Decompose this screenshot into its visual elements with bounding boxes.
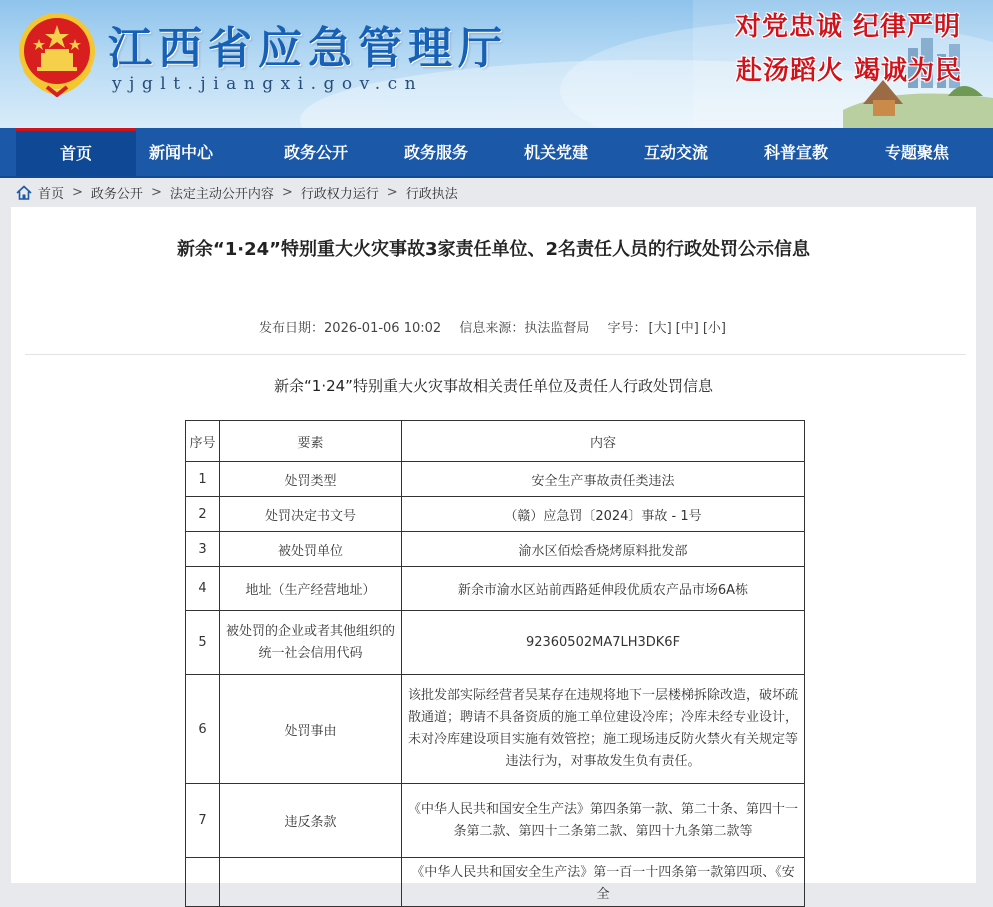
article-title: 新余“1·24”特别重大火灾事故3家责任单位、2名责任人员的行政处罚公示信息 — [176, 239, 811, 260]
font-size-control: 字号： [大] [中] [小] — [607, 321, 726, 336]
row-content: 安全生产事故责任类违法 — [402, 462, 805, 497]
document-heading: 新余“1·24”特别重大火灾事故相关责任单位及责任人行政处罚信息 — [274, 377, 713, 395]
row-no: 6 — [186, 675, 220, 784]
nav-item-special-topics[interactable]: 专题聚焦 — [884, 143, 949, 162]
row-content: 新余市渝水区站前西路延伸段优质农产品市场6A栋 — [402, 567, 805, 611]
nav-item-gov-services[interactable]: 政务服务 — [403, 143, 468, 162]
row-no: 3 — [186, 532, 220, 567]
site-header — [0, 0, 993, 128]
row-no: 7 — [186, 784, 220, 858]
breadcrumb-item-home[interactable]: 首页 — [38, 186, 65, 202]
row-element: 被处罚的企业或者其他组织的统一社会信用代码 — [220, 611, 402, 675]
table-row — [186, 532, 805, 567]
row-element: 处罚类型 — [220, 462, 402, 497]
row-content: 该批发部实际经营者吴某存在违规将地下一层楼梯拆除改造，破坏疏散通道；聘请不具备资质的施工单位建设冷库；冷库未经专业设计，未对冷库建设项目实施有效管控；施工现场违反防火禁火有关规定等违法行为，对事故发生负有责任。 — [402, 675, 805, 784]
chevron-right-icon: > — [281, 184, 293, 200]
row-content: 渝水区佰烩香烧烤原料批发部 — [402, 532, 805, 567]
breadcrumb — [16, 182, 458, 202]
slogan-line-2: 赴汤蹈火 竭诚为民 — [736, 56, 963, 86]
article-meta — [11, 317, 976, 336]
row-no: 4 — [186, 567, 220, 611]
nav-item-home[interactable]: 首页 — [16, 128, 136, 176]
nav-item-party-building[interactable]: 机关党建 — [523, 143, 588, 162]
breadcrumb-item-gov-affairs[interactable]: 政务公开 — [90, 186, 143, 202]
table-row — [186, 611, 805, 675]
table-row — [186, 462, 805, 497]
home-icon[interactable] — [16, 185, 32, 200]
column-header-element: 要素 — [220, 421, 402, 462]
breadcrumb-item-admin-power[interactable]: 行政权力运行 — [300, 186, 379, 202]
breadcrumb-item-admin-enforcement[interactable]: 行政执法 — [405, 186, 458, 202]
column-header-content: 内容 — [402, 421, 805, 462]
row-element: 处罚决定书文号 — [220, 497, 402, 532]
info-source: 信息来源：执法监督局 — [459, 321, 590, 336]
row-element — [220, 858, 402, 907]
row-content: 92360502MA7LH3DK6F — [402, 611, 805, 675]
publish-date: 发布日期：2026-01-06 10:02 — [259, 321, 442, 336]
nav-item-science-education[interactable]: 科普宣教 — [763, 143, 828, 162]
nav-item-news[interactable]: 新闻中心 — [148, 143, 213, 162]
row-no: 5 — [186, 611, 220, 675]
row-no: 2 — [186, 497, 220, 532]
chevron-right-icon: > — [386, 184, 398, 200]
table-row — [186, 497, 805, 532]
divider — [25, 354, 966, 355]
column-header-no: 序号 — [186, 421, 220, 462]
slogan-line-1: 对党忠诚 纪律严明 — [735, 12, 962, 42]
table-header-row — [186, 421, 805, 462]
row-content: 《中华人民共和国安全生产法》第四条第一款、第二十条、第四十一条第二款、第四十二条第二款、第四十九条第二款等 — [402, 784, 805, 858]
row-element: 地址（生产经营地址） — [220, 567, 402, 611]
row-no — [186, 858, 220, 907]
row-element: 被处罚单位 — [220, 532, 402, 567]
nav-item-interaction[interactable]: 互动交流 — [643, 143, 708, 162]
row-content: 《中华人民共和国安全生产法》第一百一十四条第一款第四项、《安全 — [402, 858, 805, 907]
main-nav — [0, 128, 993, 178]
row-no: 1 — [186, 462, 220, 497]
row-element: 处罚事由 — [220, 675, 402, 784]
national-emblem-icon[interactable] — [17, 9, 97, 97]
breadcrumb-item-statutory-disclosure[interactable]: 法定主动公开内容 — [169, 186, 274, 202]
row-element: 违反条款 — [220, 784, 402, 858]
font-medium-button[interactable]: [中] — [675, 321, 699, 336]
table-row — [186, 858, 805, 907]
site-title[interactable]: 江西省应急管理厅 — [108, 23, 508, 74]
font-small-button[interactable]: [小] — [702, 321, 726, 336]
chevron-right-icon: > — [150, 184, 162, 200]
penalty-info-table — [185, 420, 805, 907]
nav-item-gov-affairs[interactable]: 政务公开 — [283, 143, 348, 162]
article-container — [11, 207, 976, 902]
chevron-right-icon: > — [72, 184, 83, 200]
font-large-button[interactable]: [大] — [648, 321, 672, 336]
row-content: （赣）应急罚〔2024〕事故 - 1号 — [402, 497, 805, 532]
site-domain: yjglt.jiangxi.gov.cn — [112, 74, 424, 94]
table-row — [186, 675, 805, 784]
table-row — [186, 567, 805, 611]
table-row — [186, 784, 805, 858]
